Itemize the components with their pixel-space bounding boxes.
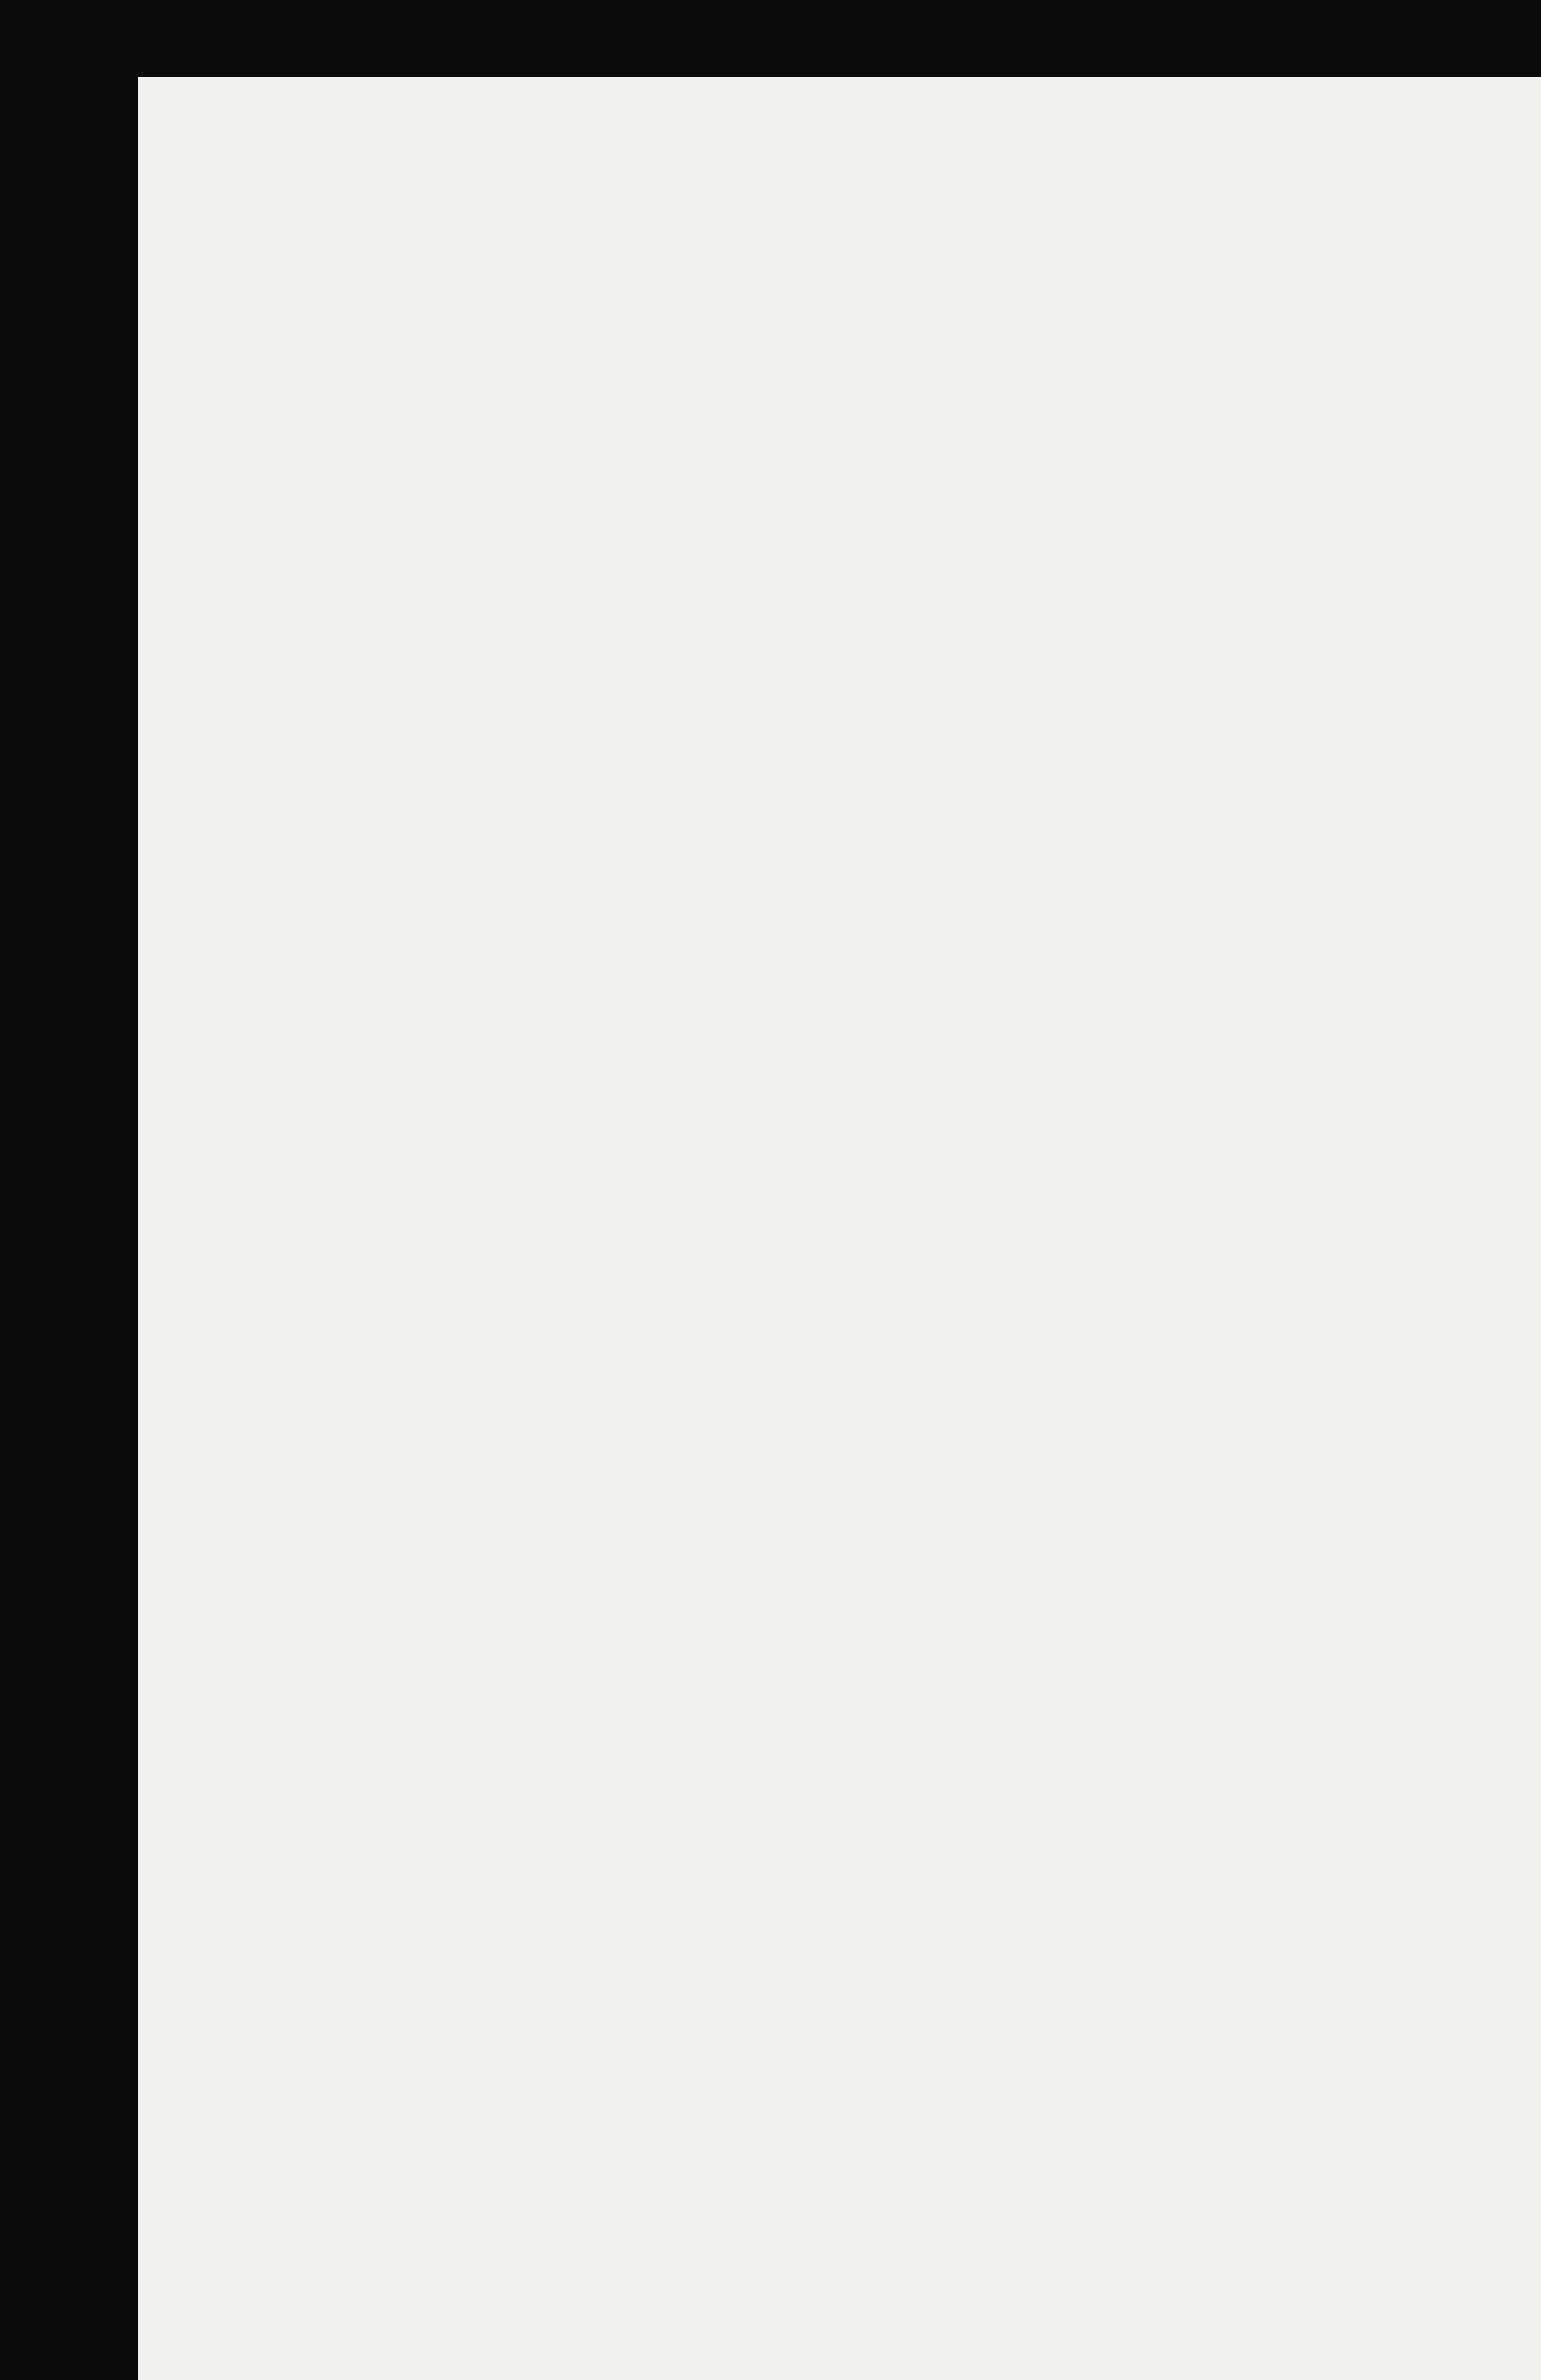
page-header	[318, 236, 1541, 275]
scanned-page	[138, 77, 1541, 2380]
page-body	[321, 290, 1513, 334]
